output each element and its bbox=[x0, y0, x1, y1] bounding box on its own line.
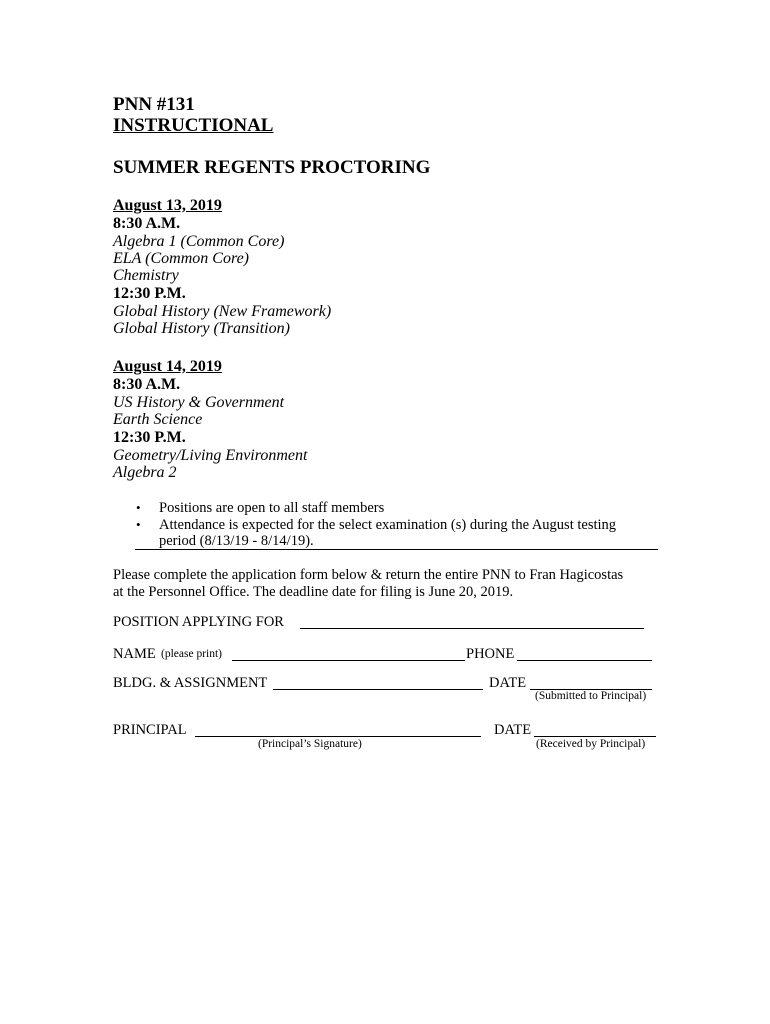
day-date: August 14, 2019 bbox=[113, 358, 222, 375]
principal-label: PRINCIPAL bbox=[113, 722, 187, 738]
position-label: POSITION APPLYING FOR bbox=[113, 614, 284, 630]
bldg-assignment-label: BLDG. & ASSIGNMENT bbox=[113, 675, 268, 691]
date-label: DATE bbox=[489, 675, 527, 691]
exam-name: Global History (New Framework) bbox=[113, 303, 332, 320]
bullet-text-continued: period (8/13/19 - 8/14/19). bbox=[159, 533, 314, 549]
exam-name: Chemistry bbox=[113, 267, 179, 284]
bldg-assignment-field[interactable] bbox=[273, 689, 483, 690]
bullet-icon: • bbox=[136, 517, 141, 532]
session-time: 12:30 P.M. bbox=[113, 285, 186, 302]
category-heading: INSTRUCTIONAL bbox=[113, 115, 274, 136]
exam-name: Geometry/Living Environment bbox=[113, 447, 308, 464]
name-hint: (please print) bbox=[161, 648, 222, 660]
principal-signature-hint: (Principal’s Signature) bbox=[258, 738, 362, 750]
date-received-field[interactable] bbox=[534, 736, 656, 737]
exam-name: Algebra 2 bbox=[113, 464, 177, 481]
page-title: SUMMER REGENTS PROCTORING bbox=[113, 157, 431, 178]
phone-label: PHONE bbox=[466, 646, 515, 662]
name-label: NAME bbox=[113, 646, 156, 662]
bullet-text: Positions are open to all staff members bbox=[159, 500, 385, 516]
date-label: DATE bbox=[494, 722, 532, 738]
exam-name: ELA (Common Core) bbox=[113, 250, 249, 267]
pnn-number: PNN #131 bbox=[113, 94, 195, 115]
position-field[interactable] bbox=[300, 628, 644, 629]
exam-name: US History & Government bbox=[113, 394, 285, 411]
instructions-line: at the Personnel Office. The deadline date for filing is June 20, 2019. bbox=[113, 584, 514, 600]
exam-name: Global History (Transition) bbox=[113, 320, 290, 337]
session-time: 8:30 A.M. bbox=[113, 215, 181, 232]
exam-name: Earth Science bbox=[113, 411, 203, 428]
instructions-line: Please complete the application form below & return the entire PNN to Fran Hagicostas bbox=[113, 567, 624, 583]
date-received-hint: (Received by Principal) bbox=[536, 738, 646, 750]
name-field[interactable] bbox=[232, 660, 465, 661]
phone-field[interactable] bbox=[517, 660, 652, 661]
exam-name: Algebra 1 (Common Core) bbox=[113, 233, 285, 250]
day-date: August 13, 2019 bbox=[113, 197, 222, 214]
principal-signature-field[interactable] bbox=[195, 736, 481, 737]
date-submitted-hint: (Submitted to Principal) bbox=[535, 690, 647, 702]
session-time: 8:30 A.M. bbox=[113, 376, 181, 393]
section-divider bbox=[135, 549, 658, 550]
bullet-text: Attendance is expected for the select examination (s) during the August testing bbox=[159, 517, 617, 533]
session-time: 12:30 P.M. bbox=[113, 429, 186, 446]
bullet-icon: • bbox=[136, 500, 141, 515]
